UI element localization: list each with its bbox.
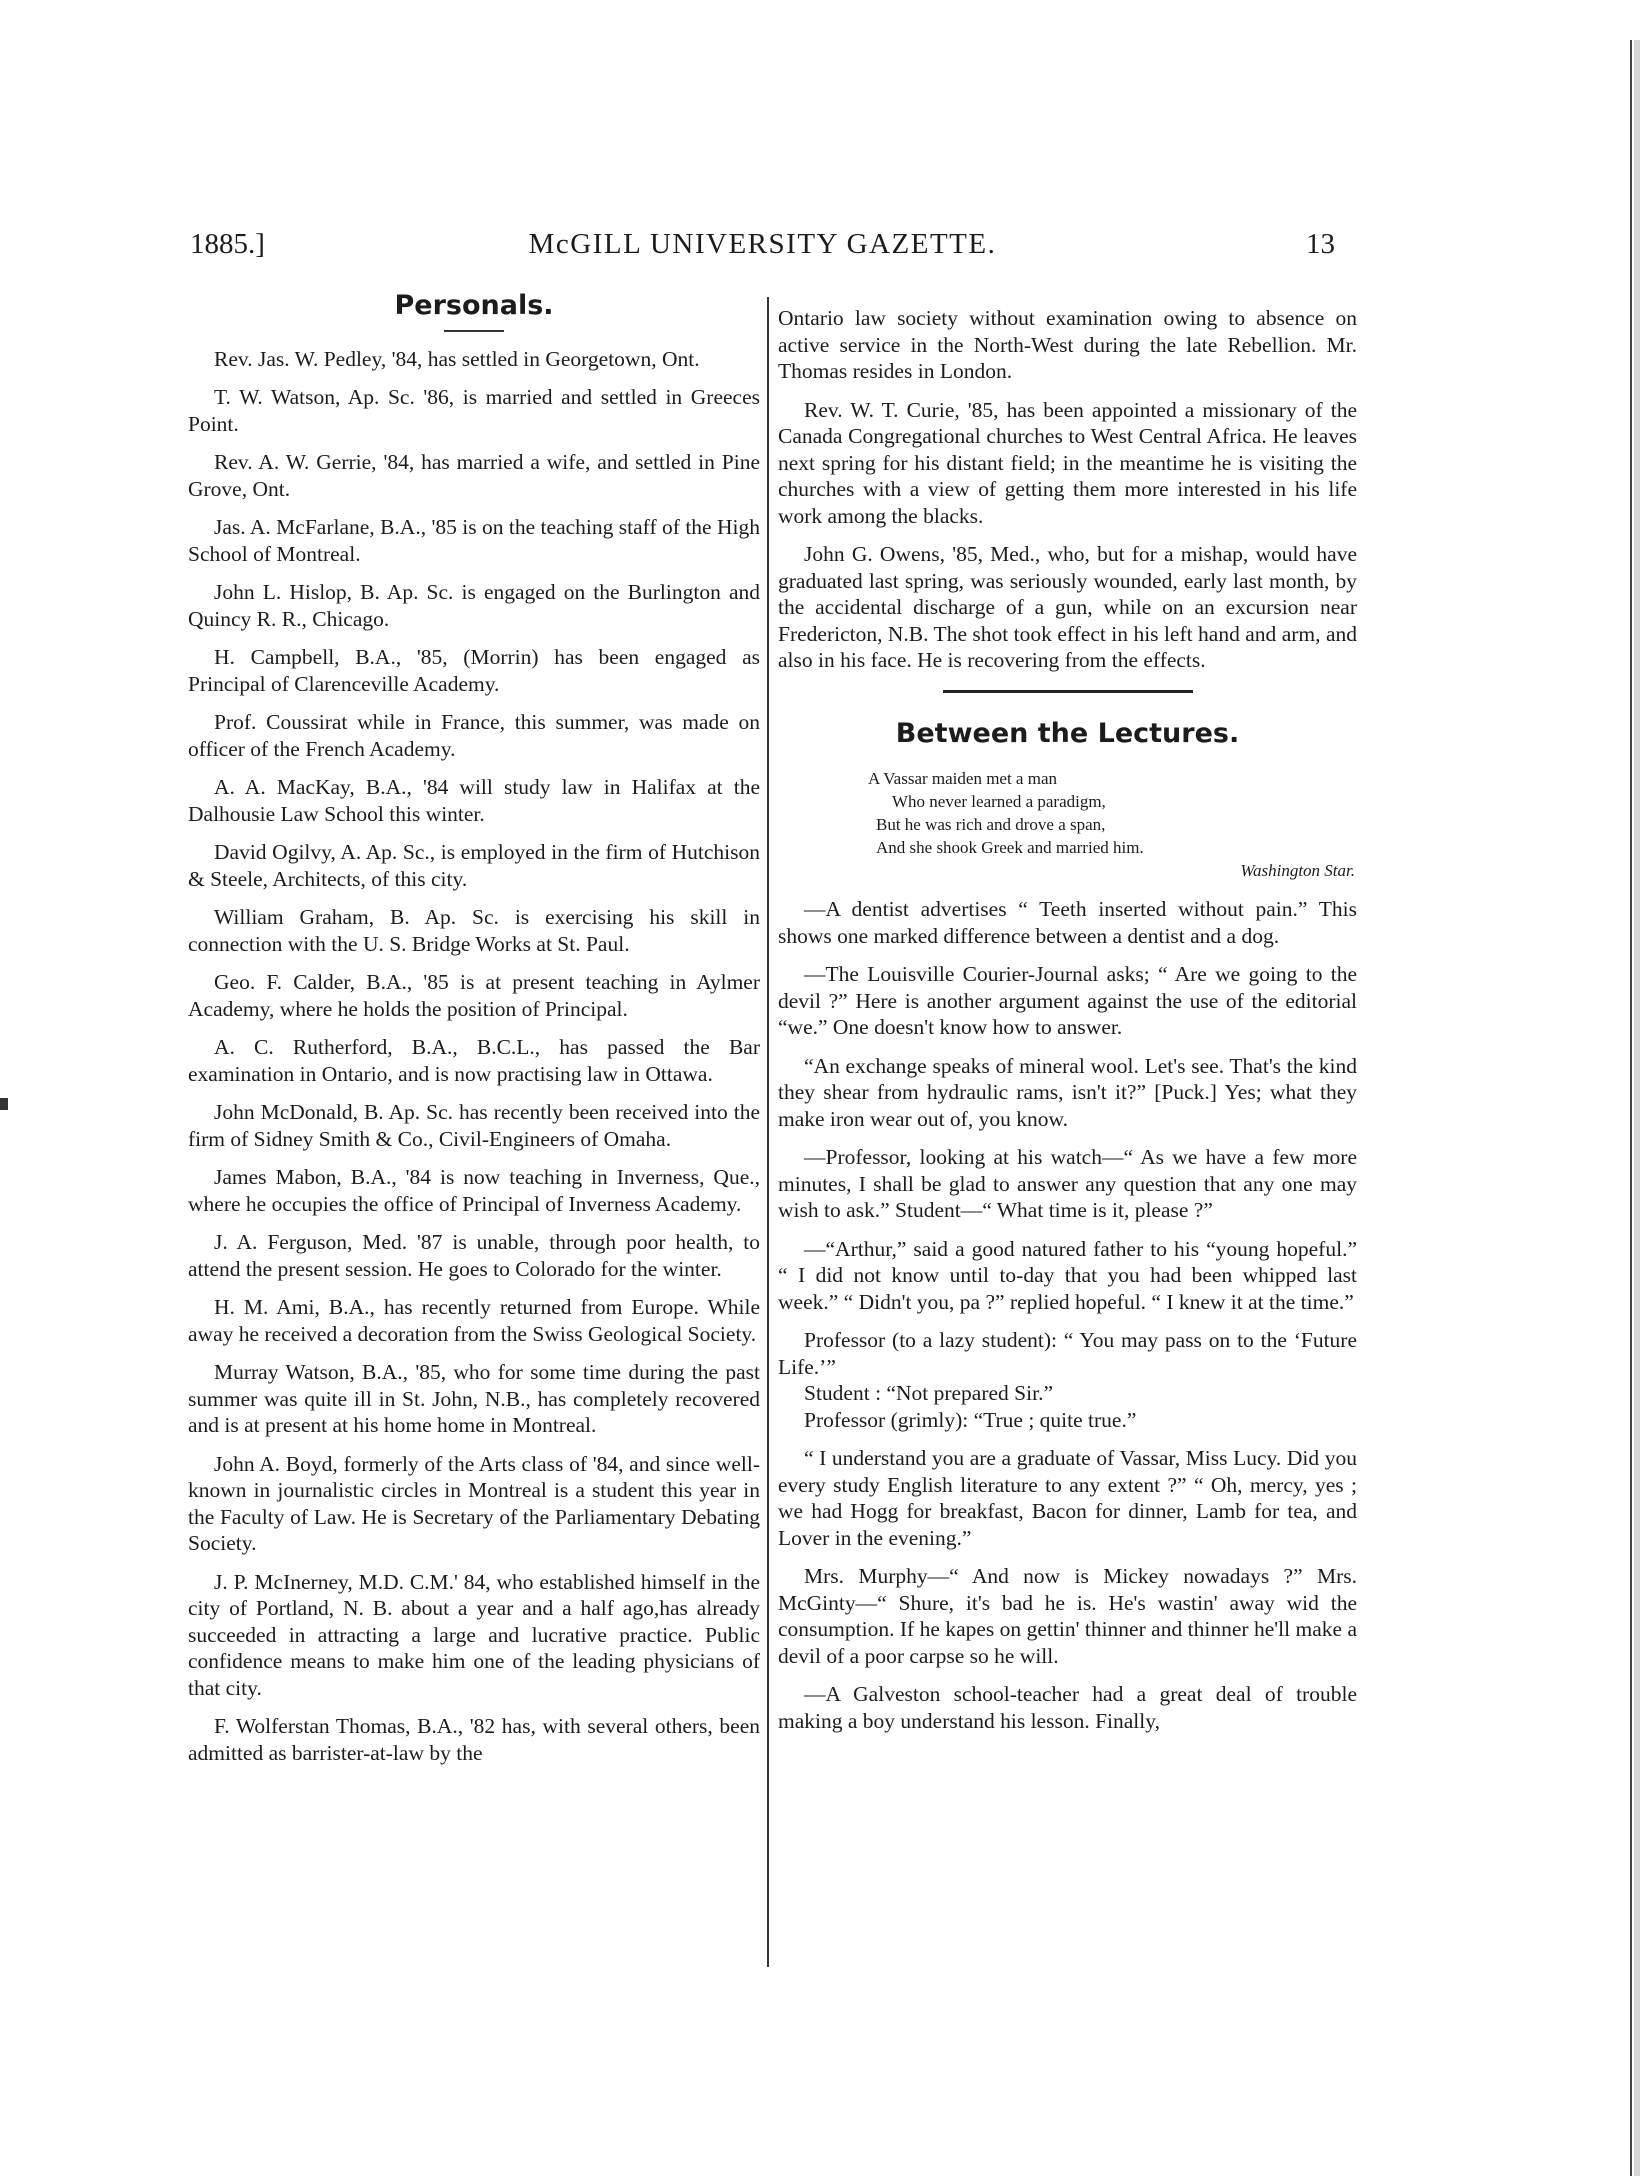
personal-item: Geo. F. Calder, B.A., '85 is at present teaching in Aylmer Academy, where he holds the position of Principal. — [188, 970, 760, 1021]
personal-item: William Graham, B. Ap. Sc. is exercising his skill in connection with the U. S. Bridge Works at St. Paul. — [188, 905, 760, 956]
running-header — [190, 228, 1335, 270]
personal-item: J. A. Ferguson, Med. '87 is unable, through poor health, to attend the present session. He goes to Colorado for the winter. — [188, 1230, 760, 1281]
personal-item: J. P. McInerney, M.D. C.M.' 84, who established himself in the city of Portland, N. B. about a year and a half ago,has already succeeded in attracting a large and lucrative practice. Public confidence means to make him one of the leading physicians of that city. — [188, 1569, 760, 1700]
page-edge-line — [1630, 40, 1632, 2176]
poem-source: Washington Star. — [1240, 861, 1355, 880]
personal-item: T. W. Watson, Ap. Sc. '86, is married and settled in Greeces Point. — [188, 385, 760, 436]
personals-heading: Personals. — [394, 293, 554, 321]
poem — [778, 767, 1357, 882]
column-divider — [767, 297, 769, 1967]
personal-item: F. Wolferstan Thomas, B.A., '82 has, with several others, been admitted as barrister-at-law by the — [188, 1714, 760, 1765]
poem-line: And she shook Greek and married him. — [876, 838, 1144, 857]
joke-item: Professor (grimly): “True ; quite true.” — [804, 1407, 1137, 1432]
personal-item: Murray Watson, B.A., '85, who for some time during the past summer was quite ill in St. John, N.B., has completely recovered and is at present at his home home in Montreal. — [188, 1360, 760, 1437]
joke-item: —Professor, looking at his watch—“ As we have a few more minutes, I shall be glad to answer any question that any one may wish to ask.” Student—“ What time is it, please ?” — [778, 1145, 1357, 1222]
joke-item: —A Galveston school-teacher had a great deal of trouble making a boy understand his lesson. Finally, — [778, 1682, 1357, 1733]
joke-item: “An exchange speaks of mineral wool. Let's see. That's the kind they shear from hydraulic rams, isn't it?” [Puck.] Yes; what they make iron wear out of, you know. — [778, 1053, 1357, 1131]
joke-item: Student : “Not prepared Sir.” — [804, 1381, 1053, 1405]
left-column — [188, 293, 760, 1983]
personal-item: H. Campbell, B.A., '85, (Morrin) has been engaged as Principal of Clarenceville Academy. — [188, 645, 760, 696]
masthead-title: McGILL UNIVERSITY GAZETTE. — [528, 228, 997, 260]
personal-item: Rev. W. T. Curie, '85, has been appointed a missionary of the Canada Congregational churches to West Central Africa. He leaves next spring for his distant field; in the meantime he is visiting the churches with a view of getting them more interested in his life work among the blacks. — [778, 397, 1357, 528]
page-number: 13 — [1306, 228, 1335, 260]
joke-item: —“Arthur,” said a good natured father to his “young hopeful.” “ I did not know until to-day that you had been whipped last week.” “ Didn't you, pa ?” replied hopeful. “ I knew it at the time.” — [778, 1236, 1357, 1314]
section-separator-rule — [943, 690, 1193, 693]
personal-item: John G. Owens, '85, Med., who, but for a mishap, would have graduated last spring, was seriously wounded, early last month, by the accidental discharge of a gun, while on an excursion near Fredericton, N.B. The shot took effect in his left hand and arm, and also in his face. He is recovering from the effects. — [778, 542, 1357, 672]
joke-item: —The Louisville Courier-Journal asks; “ Are we going to the devil ?” Here is another argument against the use of the editorial “we.” One doesn't know how to answer. — [778, 962, 1357, 1039]
page-edge-shadow — [1634, 40, 1640, 2176]
poem-line: Who never learned a paradigm, — [892, 792, 1106, 811]
right-column — [778, 305, 1357, 2005]
personal-item: Rev. A. W. Gerrie, '84, has married a wife, and settled in Pine Grove, Ont. — [188, 450, 760, 501]
personal-item: A. C. Rutherford, B.A., B.C.L., has passed the Bar examination in Ontario, and is now practising law in Ottawa. — [188, 1035, 760, 1086]
joke-item: —A dentist advertises “ Teeth inserted without pain.” This shows one marked difference between a dentist and a dog. — [778, 897, 1357, 948]
personal-item: John McDonald, B. Ap. Sc. has recently been received into the firm of Sidney Smith & Co., Civil-Engineers of Omaha. — [188, 1100, 760, 1151]
personal-item-continued: Ontario law society without examination owing to absence on active service in the North-West during the late Rebellion. Mr. Thomas resides in London. — [778, 306, 1357, 383]
personal-item: Prof. Coussirat while in France, this summer, was made on officer of the French Academy. — [188, 710, 760, 761]
personals-heading-rule — [444, 330, 504, 332]
poem-line: But he was rich and drove a span, — [876, 815, 1106, 834]
personal-item: John L. Hislop, B. Ap. Sc. is engaged on the Burlington and Quincy R. R., Chicago. — [188, 580, 760, 631]
personal-item: Rev. Jas. W. Pedley, '84, has settled in Georgetown, Ont. — [214, 346, 700, 371]
personal-item: A. A. MacKay, B.A., '84 will study law in Halifax at the Dalhousie Law School this winter. — [188, 775, 760, 826]
personal-item: David Ogilvy, A. Ap. Sc., is employed in the firm of Hutchison & Steele, Architects, of this city. — [188, 840, 760, 891]
poem-line: A Vassar maiden met a man — [868, 769, 1058, 788]
margin-mark — [0, 1098, 8, 1110]
personal-item: Jas. A. McFarlane, B.A., '85 is on the teaching staff of the High School of Montreal. — [188, 515, 760, 566]
joke-item: “ I understand you are a graduate of Vassar, Miss Lucy. Did you every study English literature to any extent ?” “ Oh, mercy, yes ; we had Hogg for breakfast, Bacon for dinner, Lamb for tea, and Lover in the evening.” — [778, 1446, 1357, 1550]
header-year: 1885.] — [190, 228, 265, 260]
lectures-heading: Between the Lectures. — [895, 717, 1240, 749]
personal-item: John A. Boyd, formerly of the Arts class of '84, and since well-known in journalistic circles in Montreal is a student this year in the Faculty of Law. He is Secretary of the Parliamentary Debating Society. — [188, 1451, 760, 1555]
joke-item: Professor (to a lazy student): “ You may pass on to the ‘Future Life.’” — [778, 1328, 1357, 1379]
joke-item: Mrs. Murphy—“ And now is Mickey nowadays ?” Mrs. McGinty—“ Shure, it's bad he is. He's wastin' away wid the consumption. If he kapes on gettin' thinner and thinner he'll make a devil of a poor carpse so he will. — [778, 1564, 1357, 1668]
personal-item: James Mabon, B.A., '84 is now teaching in Inverness, Que., where he occupies the office of Principal of Inverness Academy. — [188, 1165, 760, 1216]
personal-item: H. M. Ami, B.A., has recently returned from Europe. While away he received a decoration from the Swiss Geological Society. — [188, 1295, 760, 1346]
